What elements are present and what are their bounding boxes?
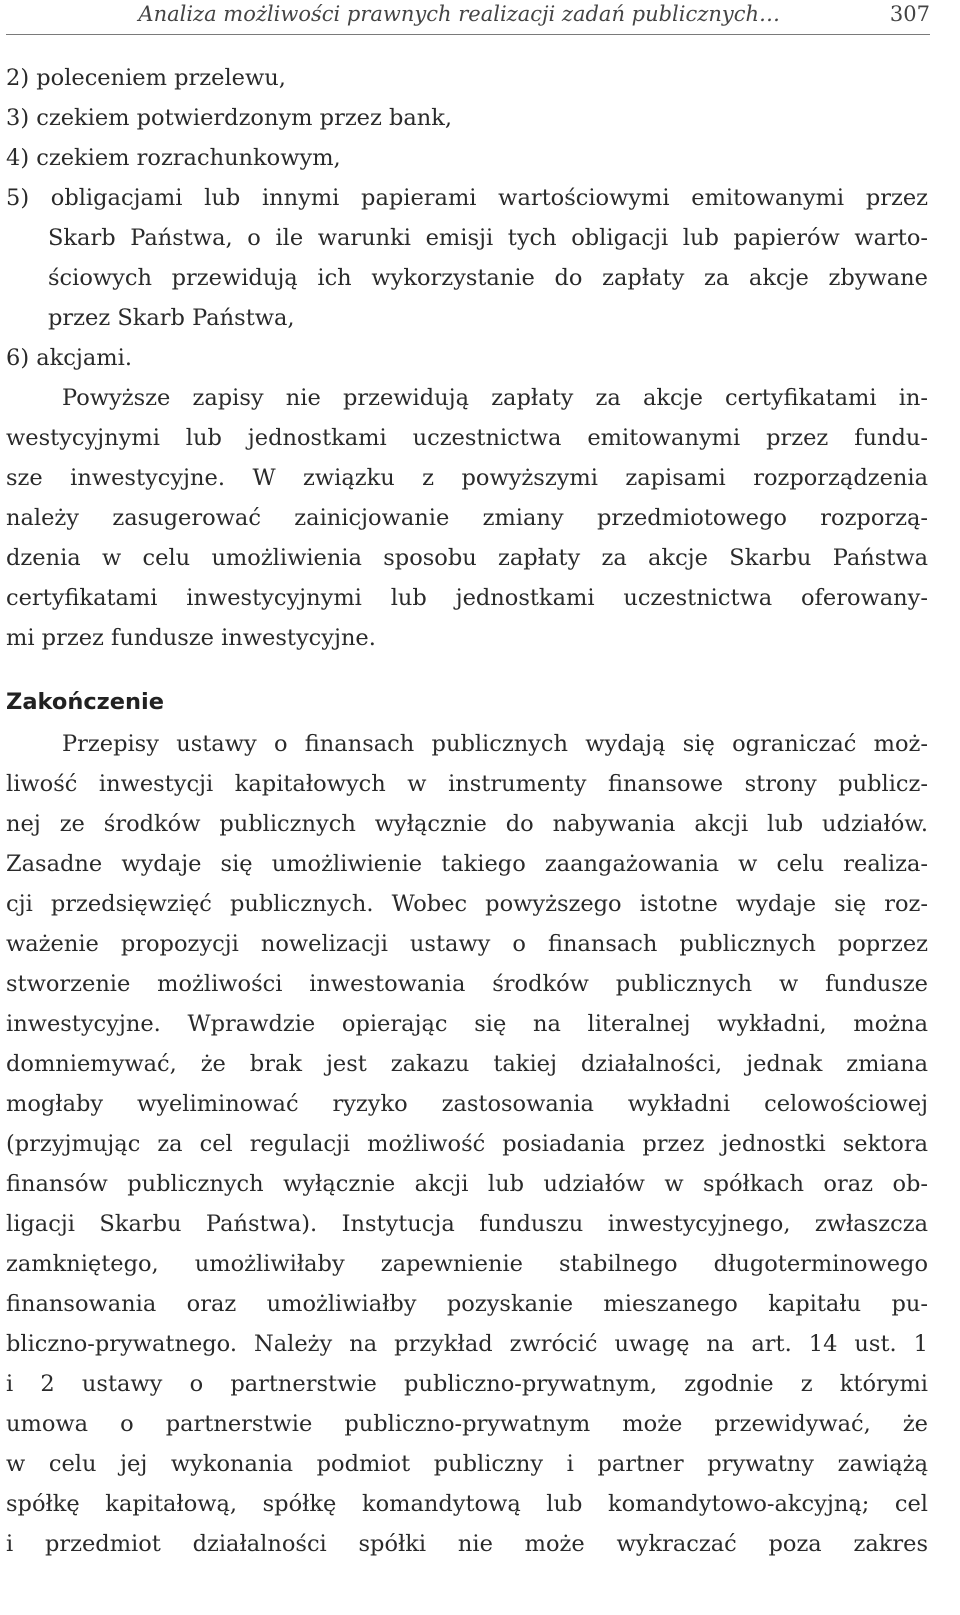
list-item-continuation: Skarb Państwa, o ile warunki emisji tych obligacji lub papierów warto- (48, 225, 928, 251)
paragraph-line: domniemywać, że brak jest zakazu takiej działalności, jednak zmiana (6, 1051, 928, 1077)
paragraph-line: umowa o partnerstwie publiczno-prywatnym może przewidywać, że (6, 1411, 928, 1437)
running-title: Analiza możliwości prawnych realizacji zadań publicznych… (138, 2, 780, 26)
running-header (6, 0, 930, 35)
page-number: 307 (889, 2, 930, 26)
enumerated-list (6, 58, 928, 378)
paragraph-line: ligacji Skarbu Państwa). Instytucja funduszu inwestycyjnego, zwłaszcza (6, 1211, 928, 1237)
paragraph-line: i 2 ustawy o partnerstwie publiczno-prywatnym, zgodnie z którymi (6, 1371, 928, 1397)
paragraph-line: mi przez fundusze inwestycyjne. (6, 625, 376, 651)
paragraph-line: stworzenie możliwości inwestowania środków publicznych w fundusze (6, 971, 928, 997)
paragraph (6, 724, 928, 1564)
paragraph-line: Powyższe zapisy nie przewidują zapłaty za akcje certyfikatami in- (62, 385, 928, 411)
list-item: 6) akcjami. (6, 345, 132, 371)
paragraph-line: i przedmiot działalności spółki nie może wykraczać poza zakres (6, 1531, 928, 1557)
paragraph-line: cji przedsięwzięć publicznych. Wobec powyższego istotne wydaje się roz- (6, 891, 928, 917)
paragraph-line: mogłaby wyeliminować ryzyko zastosowania wykładni celowościowej (6, 1091, 928, 1117)
paragraph-line: Przepisy ustawy o finansach publicznych wydają się ograniczać moż- (62, 731, 928, 757)
paragraph (6, 378, 928, 658)
paragraph-line: westycyjnymi lub jednostkami uczestnictwa emitowanymi przez fundu- (6, 425, 928, 451)
paragraph-line: liwość inwestycji kapitałowych w instrumenty finansowe strony publicz- (6, 771, 928, 797)
paragraph-line: sze inwestycyjne. W związku z powyższymi zapisami rozporządzenia (6, 465, 928, 491)
list-item: 2) poleceniem przelewu, (6, 65, 286, 91)
paragraph-line: finansowania oraz umożliwiałby pozyskanie mieszanego kapitału pu- (6, 1291, 928, 1317)
paragraph-line: certyfikatami inwestycyjnymi lub jednostkami uczestnictwa oferowany- (6, 585, 928, 611)
paragraph-line: zamkniętego, umożliwiłaby zapewnienie stabilnego długoterminowego (6, 1251, 928, 1277)
paragraph-line: (przyjmując za cel regulacji możliwość posiadania przez jednostki sektora (6, 1131, 928, 1157)
list-item-continuation: ściowych przewidują ich wykorzystanie do zapłaty za akcje zbywane (48, 265, 928, 291)
paragraph-line: Zasadne wydaje się umożliwienie takiego zaangażowania w celu realiza- (6, 851, 928, 877)
list-item-continuation: przez Skarb Państwa, (48, 305, 295, 331)
paragraph-line: finansów publicznych wyłącznie akcji lub udziałów w spółkach oraz ob- (6, 1171, 928, 1197)
paragraph-line: spółkę kapitałową, spółkę komandytową lub komandytowo-akcyjną; cel (6, 1491, 928, 1517)
list-item: 5) obligacjami lub innymi papierami wartościowymi emitowanymi przez (6, 185, 928, 211)
list-item: 3) czekiem potwierdzonym przez bank, (6, 105, 453, 131)
paragraph-line: dzenia w celu umożliwienia sposobu zapłaty za akcje Skarbu Państwa (6, 545, 928, 571)
list-item: 4) czekiem rozrachunkowym, (6, 145, 341, 171)
paragraph-line: nej ze środków publicznych wyłącznie do nabywania akcji lub udziałów. (6, 811, 928, 837)
paragraph-line: w celu jej wykonania podmiot publiczny i partner prywatny zawiążą (6, 1451, 928, 1477)
body-text (6, 58, 928, 1564)
section-heading: Zakończenie (6, 689, 165, 715)
paragraph-line: inwestycyjne. Wprawdzie opierając się na literalnej wykładni, można (6, 1011, 928, 1037)
paragraph-line: należy zasugerować zainicjowanie zmiany przedmiotowego rozporzą- (6, 505, 928, 531)
paragraph-line: ważenie propozycji nowelizacji ustawy o finansach publicznych poprzez (6, 931, 928, 957)
paragraph-line: bliczno-prywatnego. Należy na przykład zwrócić uwagę na art. 14 ust. 1 (6, 1331, 928, 1357)
